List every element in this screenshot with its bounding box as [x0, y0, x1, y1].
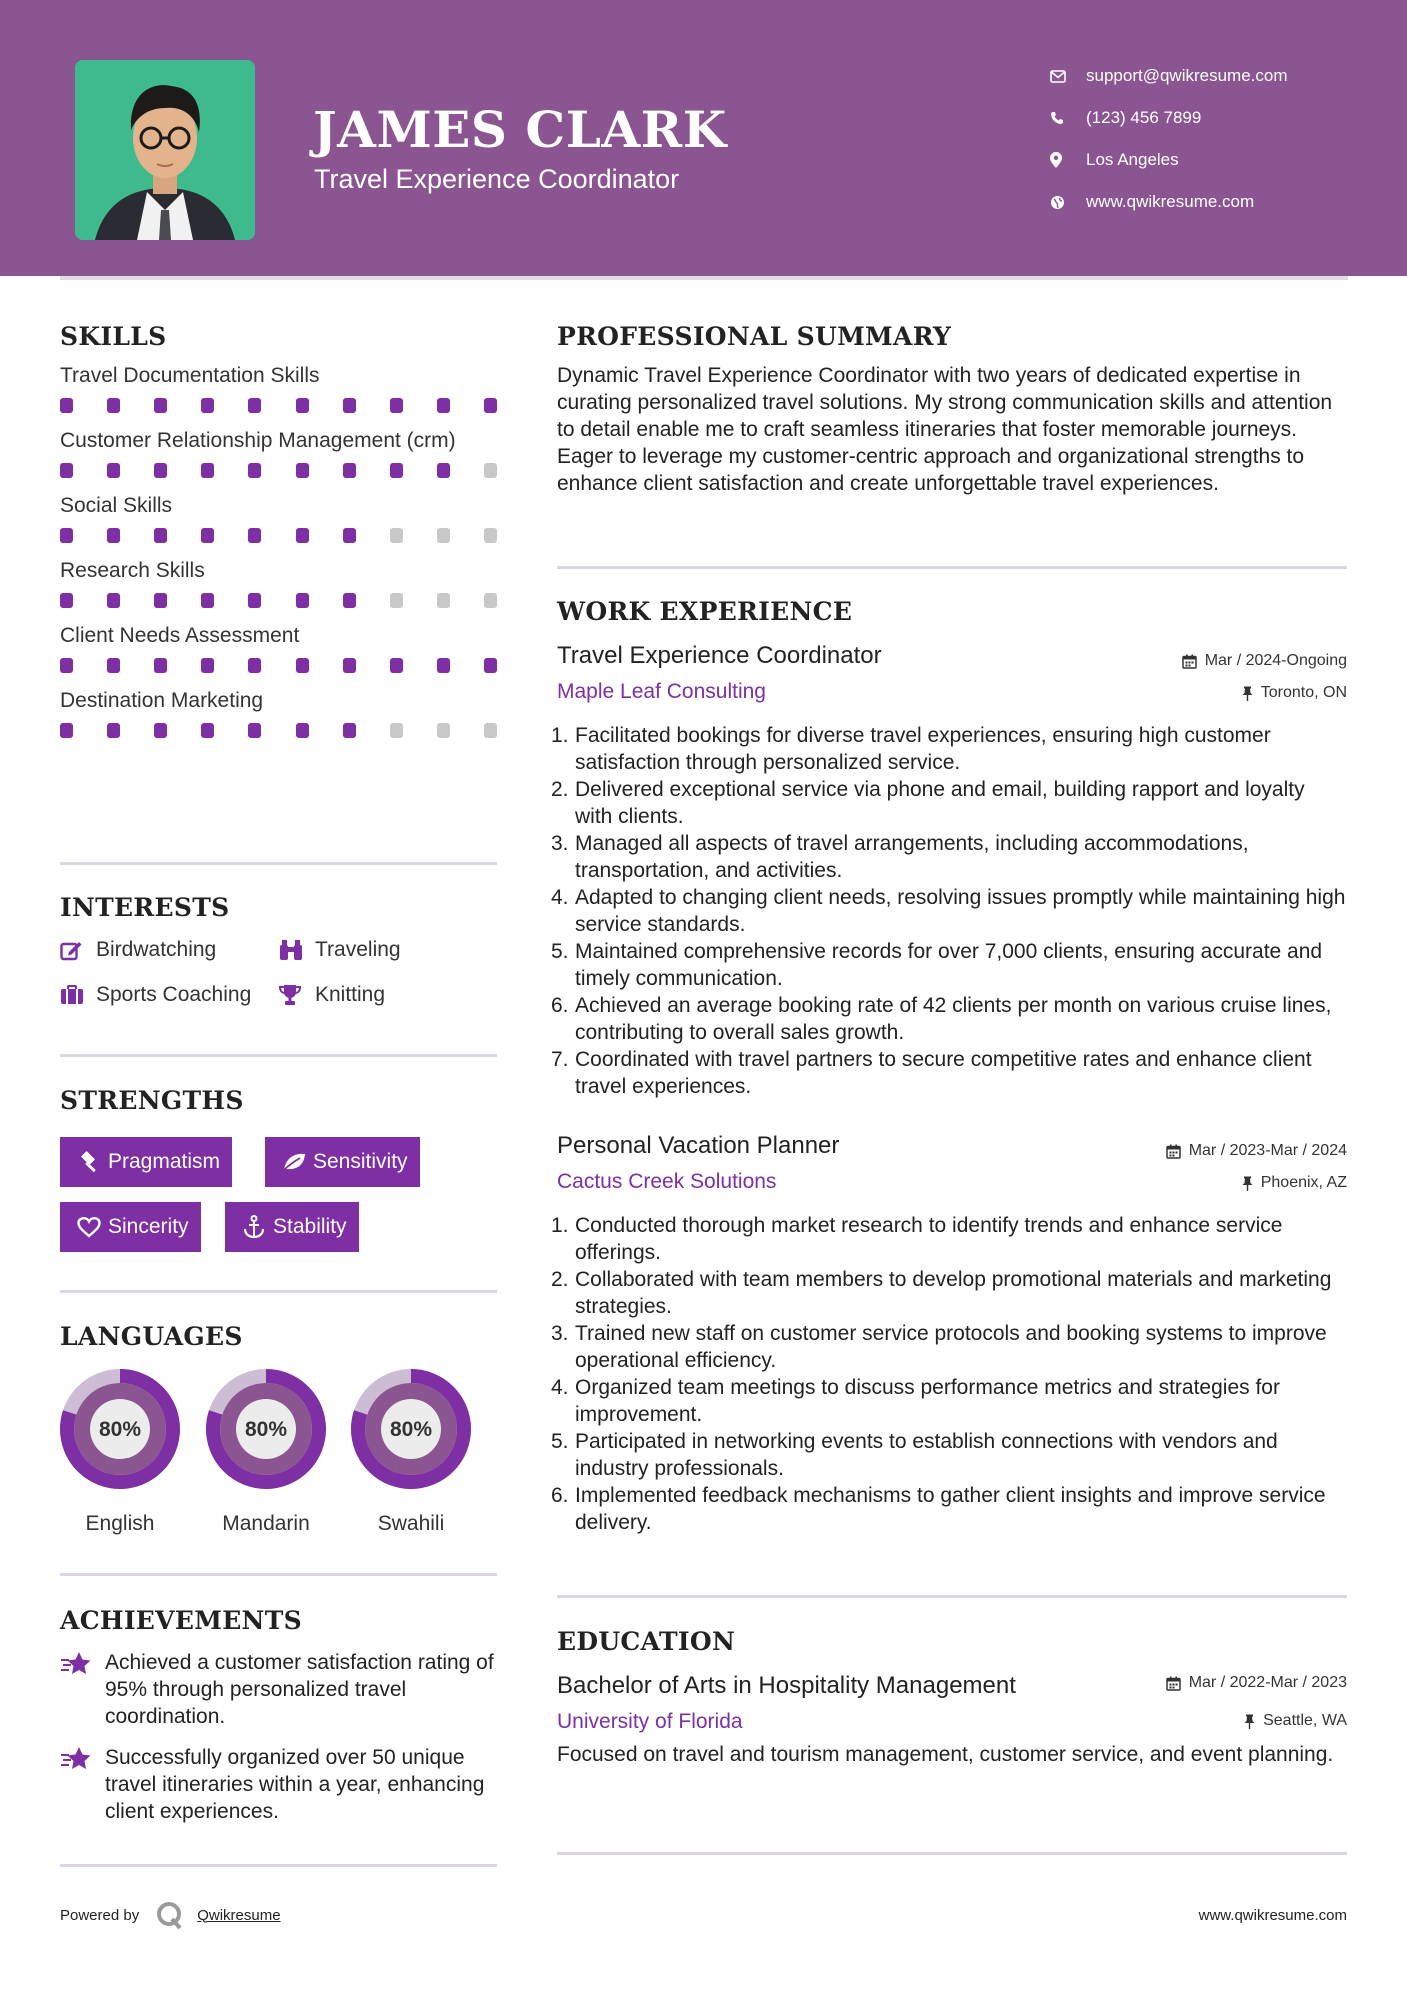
- skill-name: Client Needs Assessment: [60, 624, 300, 647]
- section-divider: [557, 1595, 1347, 1598]
- rating-dot-filled: [484, 398, 497, 413]
- pushpin-icon: [1242, 686, 1253, 701]
- responsibility-text: Coordinated with travel partners to secure competitive rates and enhance client travel experiences.: [575, 1048, 1312, 1098]
- star-icon: [60, 1744, 105, 1825]
- section-divider: [60, 862, 497, 865]
- candidate-role: Travel Experience Coordinator: [314, 164, 680, 194]
- contact-list: [1050, 55, 1288, 223]
- list-number: 4.: [551, 1376, 569, 1399]
- strength-label: Sincerity: [108, 1215, 189, 1238]
- rating-dot-filled: [60, 593, 73, 608]
- rating-dot-filled: [248, 723, 261, 738]
- rating-dot-filled: [60, 723, 73, 738]
- responsibility-item: [551, 1320, 1347, 1374]
- gauge-percent-label: 80%: [98, 1418, 142, 1441]
- language-gauge: [58, 1367, 182, 1491]
- rating-dot-empty: [484, 593, 497, 608]
- responsibility-item: [551, 1482, 1347, 1536]
- rating-dot-filled: [343, 658, 356, 673]
- job-date: [1166, 1142, 1347, 1160]
- strengths-title: STRENGTHS: [60, 1086, 244, 1115]
- interests-title: INTERESTS: [60, 893, 230, 922]
- responsibility-text: Implemented feedback mechanisms to gather client insights and improve service delivery.: [575, 1484, 1326, 1534]
- achievements-title: ACHIEVEMENTS: [60, 1606, 302, 1635]
- skill-rating: [60, 723, 497, 738]
- language-name: Swahili: [377, 1512, 445, 1535]
- header-divider: [60, 276, 1348, 280]
- rating-dot-filled: [201, 723, 214, 738]
- rating-dot-filled: [437, 658, 450, 673]
- interest-item: [60, 938, 216, 962]
- summary-text: Dynamic Travel Experience Coordinator with two years of dedicated expertise in curating personalized travel solutions. My strong communication skills and attention to detail enable me to craft seamless itineraries that foster memorable journeys. Eager to leverage my customer-centric approach and organizational strengths to enhance client satisfaction and create unforgettable travel experiences.: [557, 364, 1333, 495]
- responsibility-text: Delivered exceptional service via phone and email, building rapport and loyalty with clients.: [575, 778, 1305, 828]
- rating-dot-filled: [484, 658, 497, 673]
- envelope-icon: [1050, 70, 1086, 83]
- rating-dot-filled: [60, 658, 73, 673]
- powered-by-text: Powered by: [60, 1906, 140, 1924]
- education-location: [1244, 1712, 1347, 1730]
- rating-dot-filled: [296, 463, 309, 478]
- strength-label: Stability: [273, 1215, 347, 1238]
- rating-dot-empty: [390, 723, 403, 738]
- job-company: Maple Leaf Consulting: [557, 680, 766, 703]
- responsibility-item: [551, 992, 1347, 1046]
- rating-dot-empty: [437, 723, 450, 738]
- responsibility-item: [551, 776, 1347, 830]
- contact-website-text: www.qwikresume.com: [1086, 192, 1255, 211]
- responsibility-list: [551, 722, 1347, 1100]
- list-number: 6.: [551, 994, 569, 1017]
- qwikresume-logo-icon: [155, 1900, 185, 1930]
- rating-dot-filled: [154, 398, 167, 413]
- rating-dot-filled: [154, 463, 167, 478]
- rating-dot-empty: [390, 528, 403, 543]
- language-gauge: [204, 1367, 328, 1491]
- achievement-item: [60, 1649, 500, 1730]
- language-name: Mandarin: [222, 1512, 310, 1535]
- rating-dot-filled: [343, 463, 356, 478]
- interest-label: Knitting: [315, 983, 386, 1006]
- strength-chip: [225, 1202, 359, 1252]
- job-responsibilities: [551, 722, 1347, 1100]
- rating-dot-empty: [437, 528, 450, 543]
- responsibility-text: Facilitated bookings for diverse travel experiences, ensuring high customer satisfaction through personalized service.: [575, 724, 1271, 774]
- list-number: 1.: [551, 724, 569, 747]
- rating-dot-filled: [343, 593, 356, 608]
- responsibility-item: [551, 722, 1347, 776]
- strengths-section: [60, 1086, 497, 1256]
- contact-website[interactable]: [1050, 181, 1288, 223]
- responsibility-text: Organized team meetings to discuss performance metrics and strategies for improvement.: [575, 1376, 1280, 1426]
- rating-dot-filled: [107, 723, 120, 738]
- profile-photo: [75, 60, 255, 240]
- education-section: [557, 1627, 1347, 1656]
- rating-dot-filled: [343, 398, 356, 413]
- responsibility-item: [551, 1428, 1347, 1482]
- responsibility-item: [551, 1266, 1347, 1320]
- skill-name: Social Skills: [60, 494, 173, 517]
- job-date: [1182, 652, 1347, 670]
- language-item: [58, 1367, 182, 1536]
- language-item: [204, 1367, 328, 1536]
- list-number: 5.: [551, 1430, 569, 1453]
- calendar-icon: [1166, 1676, 1181, 1691]
- list-number: 2.: [551, 778, 569, 801]
- job-date-text: Mar / 2023-Mar / 2024: [1188, 1142, 1347, 1159]
- strength-chip: [265, 1137, 420, 1187]
- school-name: University of Florida: [557, 1710, 743, 1733]
- responsibility-text: Conducted thorough market research to identify trends and enhance service offerings.: [575, 1214, 1283, 1264]
- skill-name: Research Skills: [60, 559, 205, 582]
- rating-dot-empty: [390, 593, 403, 608]
- contact-email[interactable]: [1050, 55, 1288, 97]
- skill-rating: [60, 463, 497, 478]
- rating-dot-filled: [248, 593, 261, 608]
- resume-header: [0, 0, 1407, 276]
- rating-dot-filled: [248, 528, 261, 543]
- language-name: English: [85, 1512, 155, 1535]
- heart-icon: [70, 1217, 108, 1238]
- job-location-text: Phoenix, AZ: [1260, 1174, 1347, 1191]
- skill-name: Travel Documentation Skills: [60, 364, 320, 387]
- rating-dot-filled: [154, 593, 167, 608]
- section-divider: [557, 1852, 1347, 1855]
- languages-title: LANGUAGES: [60, 1322, 243, 1351]
- skills-section: [60, 322, 497, 752]
- rating-dot-filled: [296, 593, 309, 608]
- calendar-icon: [1182, 654, 1197, 669]
- rating-dot-filled: [154, 528, 167, 543]
- rating-dot-filled: [201, 463, 214, 478]
- rating-dot-filled: [248, 398, 261, 413]
- language-item: [349, 1367, 473, 1536]
- rating-dot-filled: [107, 593, 120, 608]
- skill-rating: [60, 398, 497, 413]
- pushpin-icon: [1242, 1176, 1253, 1191]
- responsibility-text: Maintained comprehensive records for over 7,000 clients, ensuring accurate and timely communication.: [575, 940, 1323, 990]
- language-gauge: [349, 1367, 473, 1491]
- education-date: [1166, 1674, 1347, 1692]
- responsibility-text: Adapted to changing client needs, resolving issues promptly while maintaining high service standards.: [575, 886, 1346, 936]
- work-section: [557, 597, 1347, 626]
- rating-dot-filled: [248, 463, 261, 478]
- phone-icon: [1050, 111, 1086, 125]
- strength-label: Pragmatism: [108, 1150, 221, 1173]
- interest-label: Birdwatching: [96, 938, 217, 961]
- contact-phone-text: (123) 456 7899: [1086, 108, 1202, 127]
- rating-dot-filled: [60, 398, 73, 413]
- responsibility-item: [551, 938, 1347, 992]
- skill-rating: [60, 658, 497, 673]
- briefcase-icon: [60, 985, 96, 1005]
- rating-dot-filled: [437, 398, 450, 413]
- strength-label: Sensitivity: [313, 1150, 408, 1173]
- anchor-icon: [235, 1215, 273, 1239]
- strength-chip: [60, 1137, 232, 1187]
- responsibility-text: Collaborated with team members to develop promotional materials and marketing strategies.: [575, 1268, 1332, 1318]
- degree-title: Bachelor of Arts in Hospitality Management: [557, 1672, 1016, 1699]
- summary-title: PROFESSIONAL SUMMARY: [557, 322, 952, 351]
- list-number: 4.: [551, 886, 569, 909]
- responsibility-item: [551, 830, 1347, 884]
- rating-dot-filled: [154, 723, 167, 738]
- languages-section: [60, 1322, 497, 1535]
- star-icon: [60, 1649, 105, 1730]
- rating-dot-filled: [296, 723, 309, 738]
- interest-item: [60, 983, 251, 1007]
- achievement-text: Achieved a customer satisfaction rating of 95% through personalized travel coordination.: [105, 1651, 494, 1728]
- section-divider: [60, 1864, 497, 1867]
- rating-dot-filled: [107, 398, 120, 413]
- achievement-text: Successfully organized over 50 unique travel itineraries within a year, enhancing client experiences.: [105, 1746, 485, 1823]
- job-location: [1242, 1174, 1347, 1192]
- rating-dot-filled: [60, 528, 73, 543]
- education-text: Focused on travel and tourism management, customer service, and event planning.: [557, 1743, 1334, 1766]
- job-title: Travel Experience Coordinator: [557, 642, 882, 669]
- education-date-text: Mar / 2022-Mar / 2023: [1188, 1674, 1347, 1691]
- achievement-item: [60, 1744, 500, 1825]
- binoculars-icon: [279, 939, 315, 961]
- rating-dot-empty: [437, 593, 450, 608]
- footer-powered: [60, 1900, 281, 1930]
- list-number: 6.: [551, 1484, 569, 1507]
- job-location: [1242, 684, 1347, 702]
- rating-dot-filled: [296, 528, 309, 543]
- section-divider: [60, 1573, 497, 1576]
- work-title: WORK EXPERIENCE: [557, 597, 853, 626]
- skill-rating: [60, 528, 497, 543]
- responsibility-text: Achieved an average booking rate of 42 clients per month on various cruise lines, contributing to overall sales growth.: [575, 994, 1332, 1044]
- trophy-icon: [279, 984, 315, 1006]
- rating-dot-filled: [296, 658, 309, 673]
- interests-section: [60, 893, 497, 1013]
- rating-dot-filled: [201, 398, 214, 413]
- rating-dot-filled: [154, 658, 167, 673]
- interest-item: [279, 938, 401, 962]
- responsibility-item: [551, 1046, 1347, 1100]
- skills-list: [60, 362, 497, 738]
- gauge-percent-label: 80%: [244, 1418, 288, 1441]
- job-location-text: Toronto, ON: [1260, 684, 1347, 701]
- rating-dot-filled: [201, 528, 214, 543]
- list-number: 5.: [551, 940, 569, 963]
- skill-name: Destination Marketing: [60, 689, 264, 712]
- brand-link[interactable]: Qwikresume: [197, 1906, 281, 1924]
- section-divider: [557, 566, 1347, 569]
- list-number: 7.: [551, 1048, 569, 1071]
- skill-rating: [60, 593, 497, 608]
- rating-dot-empty: [484, 723, 497, 738]
- rating-dot-filled: [107, 463, 120, 478]
- job-date-text: Mar / 2024-Ongoing: [1204, 652, 1347, 669]
- contact-location-text: Los Angeles: [1086, 150, 1179, 169]
- skills-title: SKILLS: [60, 322, 167, 351]
- responsibility-text: Trained new staff on customer service protocols and booking systems to improve operational efficiency.: [575, 1322, 1327, 1372]
- responsibility-text: Managed all aspects of travel arrangements, including accommodations, transportation, and activities.: [575, 832, 1249, 882]
- achievements-section: [60, 1606, 497, 1635]
- globe-icon: [1050, 195, 1086, 210]
- calendar-icon: [1166, 1144, 1181, 1159]
- pencil-square-icon: [60, 940, 96, 961]
- list-number: 3.: [551, 1322, 569, 1345]
- contact-location: [1050, 139, 1288, 181]
- responsibility-item: [551, 1374, 1347, 1428]
- rating-dot-empty: [484, 463, 497, 478]
- list-number: 2.: [551, 1268, 569, 1291]
- rating-dot-filled: [107, 658, 120, 673]
- rating-dot-filled: [390, 463, 403, 478]
- candidate-name: JAMES CLARK: [313, 100, 727, 159]
- rating-dot-filled: [296, 398, 309, 413]
- rating-dot-filled: [390, 398, 403, 413]
- rating-dot-empty: [484, 528, 497, 543]
- job-company: Cactus Creek Solutions: [557, 1170, 777, 1193]
- summary-section: [557, 322, 1347, 497]
- location-icon: [1050, 152, 1086, 168]
- footer-url[interactable]: www.qwikresume.com: [1198, 1907, 1347, 1924]
- rating-dot-filled: [248, 658, 261, 673]
- education-title: EDUCATION: [557, 1627, 736, 1656]
- skill-name: Customer Relationship Management (crm): [60, 429, 456, 452]
- contact-phone[interactable]: [1050, 97, 1288, 139]
- rating-dot-filled: [201, 658, 214, 673]
- job-responsibilities: [551, 1212, 1347, 1536]
- responsibility-text: Participated in networking events to establish connections with vendors and industry professionals.: [575, 1430, 1278, 1480]
- interest-item: [279, 983, 385, 1007]
- strength-chip: [60, 1202, 201, 1252]
- leaf-icon: [275, 1152, 313, 1172]
- gavel-icon: [70, 1151, 108, 1173]
- gauge-percent-label: 80%: [389, 1418, 433, 1441]
- job-title: Personal Vacation Planner: [557, 1132, 840, 1159]
- rating-dot-filled: [343, 528, 356, 543]
- list-number: 1.: [551, 1214, 569, 1237]
- rating-dot-filled: [60, 463, 73, 478]
- section-divider: [60, 1290, 497, 1293]
- rating-dot-filled: [343, 723, 356, 738]
- rating-dot-filled: [390, 658, 403, 673]
- list-number: 3.: [551, 832, 569, 855]
- rating-dot-filled: [107, 528, 120, 543]
- rating-dot-filled: [437, 463, 450, 478]
- interest-label: Traveling: [315, 938, 401, 961]
- responsibility-item: [551, 884, 1347, 938]
- contact-email-text: support@qwikresume.com: [1086, 66, 1288, 85]
- education-location-text: Seattle, WA: [1263, 1712, 1347, 1729]
- interest-label: Sports Coaching: [96, 983, 252, 1006]
- responsibility-list: [551, 1212, 1347, 1536]
- rating-dot-filled: [201, 593, 214, 608]
- pushpin-icon: [1244, 1714, 1255, 1729]
- section-divider: [60, 1054, 497, 1057]
- responsibility-item: [551, 1212, 1347, 1266]
